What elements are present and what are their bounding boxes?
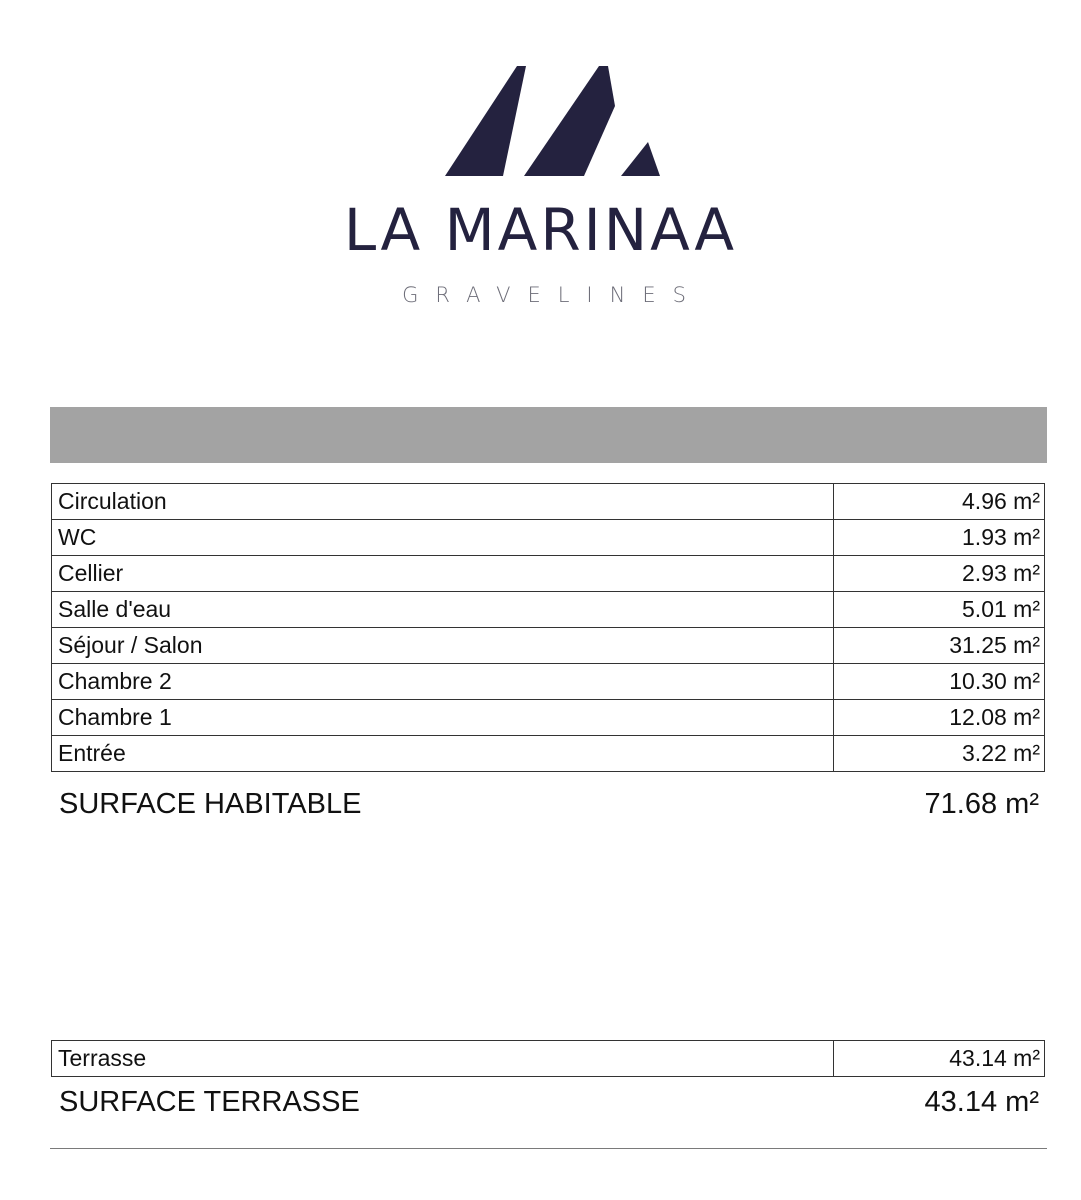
table-row [52, 700, 1045, 736]
table-row [52, 484, 1045, 520]
room-label: Chambre 2 [52, 664, 834, 700]
room-area: 2.93 m² [834, 556, 1045, 592]
total-terrace-value: 43.14 m² [924, 1086, 1039, 1118]
table-row [52, 664, 1045, 700]
room-area: 1.93 m² [834, 520, 1045, 556]
total-habitable-label: SURFACE HABITABLE [59, 788, 362, 820]
brand-name: LA MARINAA [343, 196, 738, 264]
total-habitable-row [59, 788, 1039, 828]
total-terrace-label: SURFACE TERRASSE [59, 1086, 360, 1118]
terrace-label: Terrasse [52, 1041, 834, 1077]
table-row [52, 736, 1045, 772]
total-terrace-row [59, 1086, 1039, 1126]
room-label: Salle d'eau [52, 592, 834, 628]
terrace-table [51, 1040, 1045, 1077]
room-label: Entrée [52, 736, 834, 772]
room-label: Séjour / Salon [52, 628, 834, 664]
room-area: 10.30 m² [834, 664, 1045, 700]
sail-stripes-logo-icon [440, 66, 665, 178]
room-label: Cellier [52, 556, 834, 592]
table-row [52, 520, 1045, 556]
room-area: 31.25 m² [834, 628, 1045, 664]
table-row [52, 628, 1045, 664]
room-area: 3.22 m² [834, 736, 1045, 772]
bottom-divider [50, 1148, 1047, 1149]
total-habitable-value: 71.68 m² [924, 788, 1039, 820]
brand-subtitle: GRAVELINES [402, 283, 703, 307]
header-bar [50, 407, 1047, 463]
room-label: Chambre 1 [52, 700, 834, 736]
room-area: 12.08 m² [834, 700, 1045, 736]
table-row [52, 556, 1045, 592]
room-area: 5.01 m² [834, 592, 1045, 628]
room-label: WC [52, 520, 834, 556]
logo [0, 60, 1081, 320]
table-row [52, 592, 1045, 628]
rooms-table [51, 483, 1045, 772]
table-row [52, 1041, 1045, 1077]
terrace-area: 43.14 m² [834, 1041, 1045, 1077]
room-area: 4.96 m² [834, 484, 1045, 520]
room-label: Circulation [52, 484, 834, 520]
